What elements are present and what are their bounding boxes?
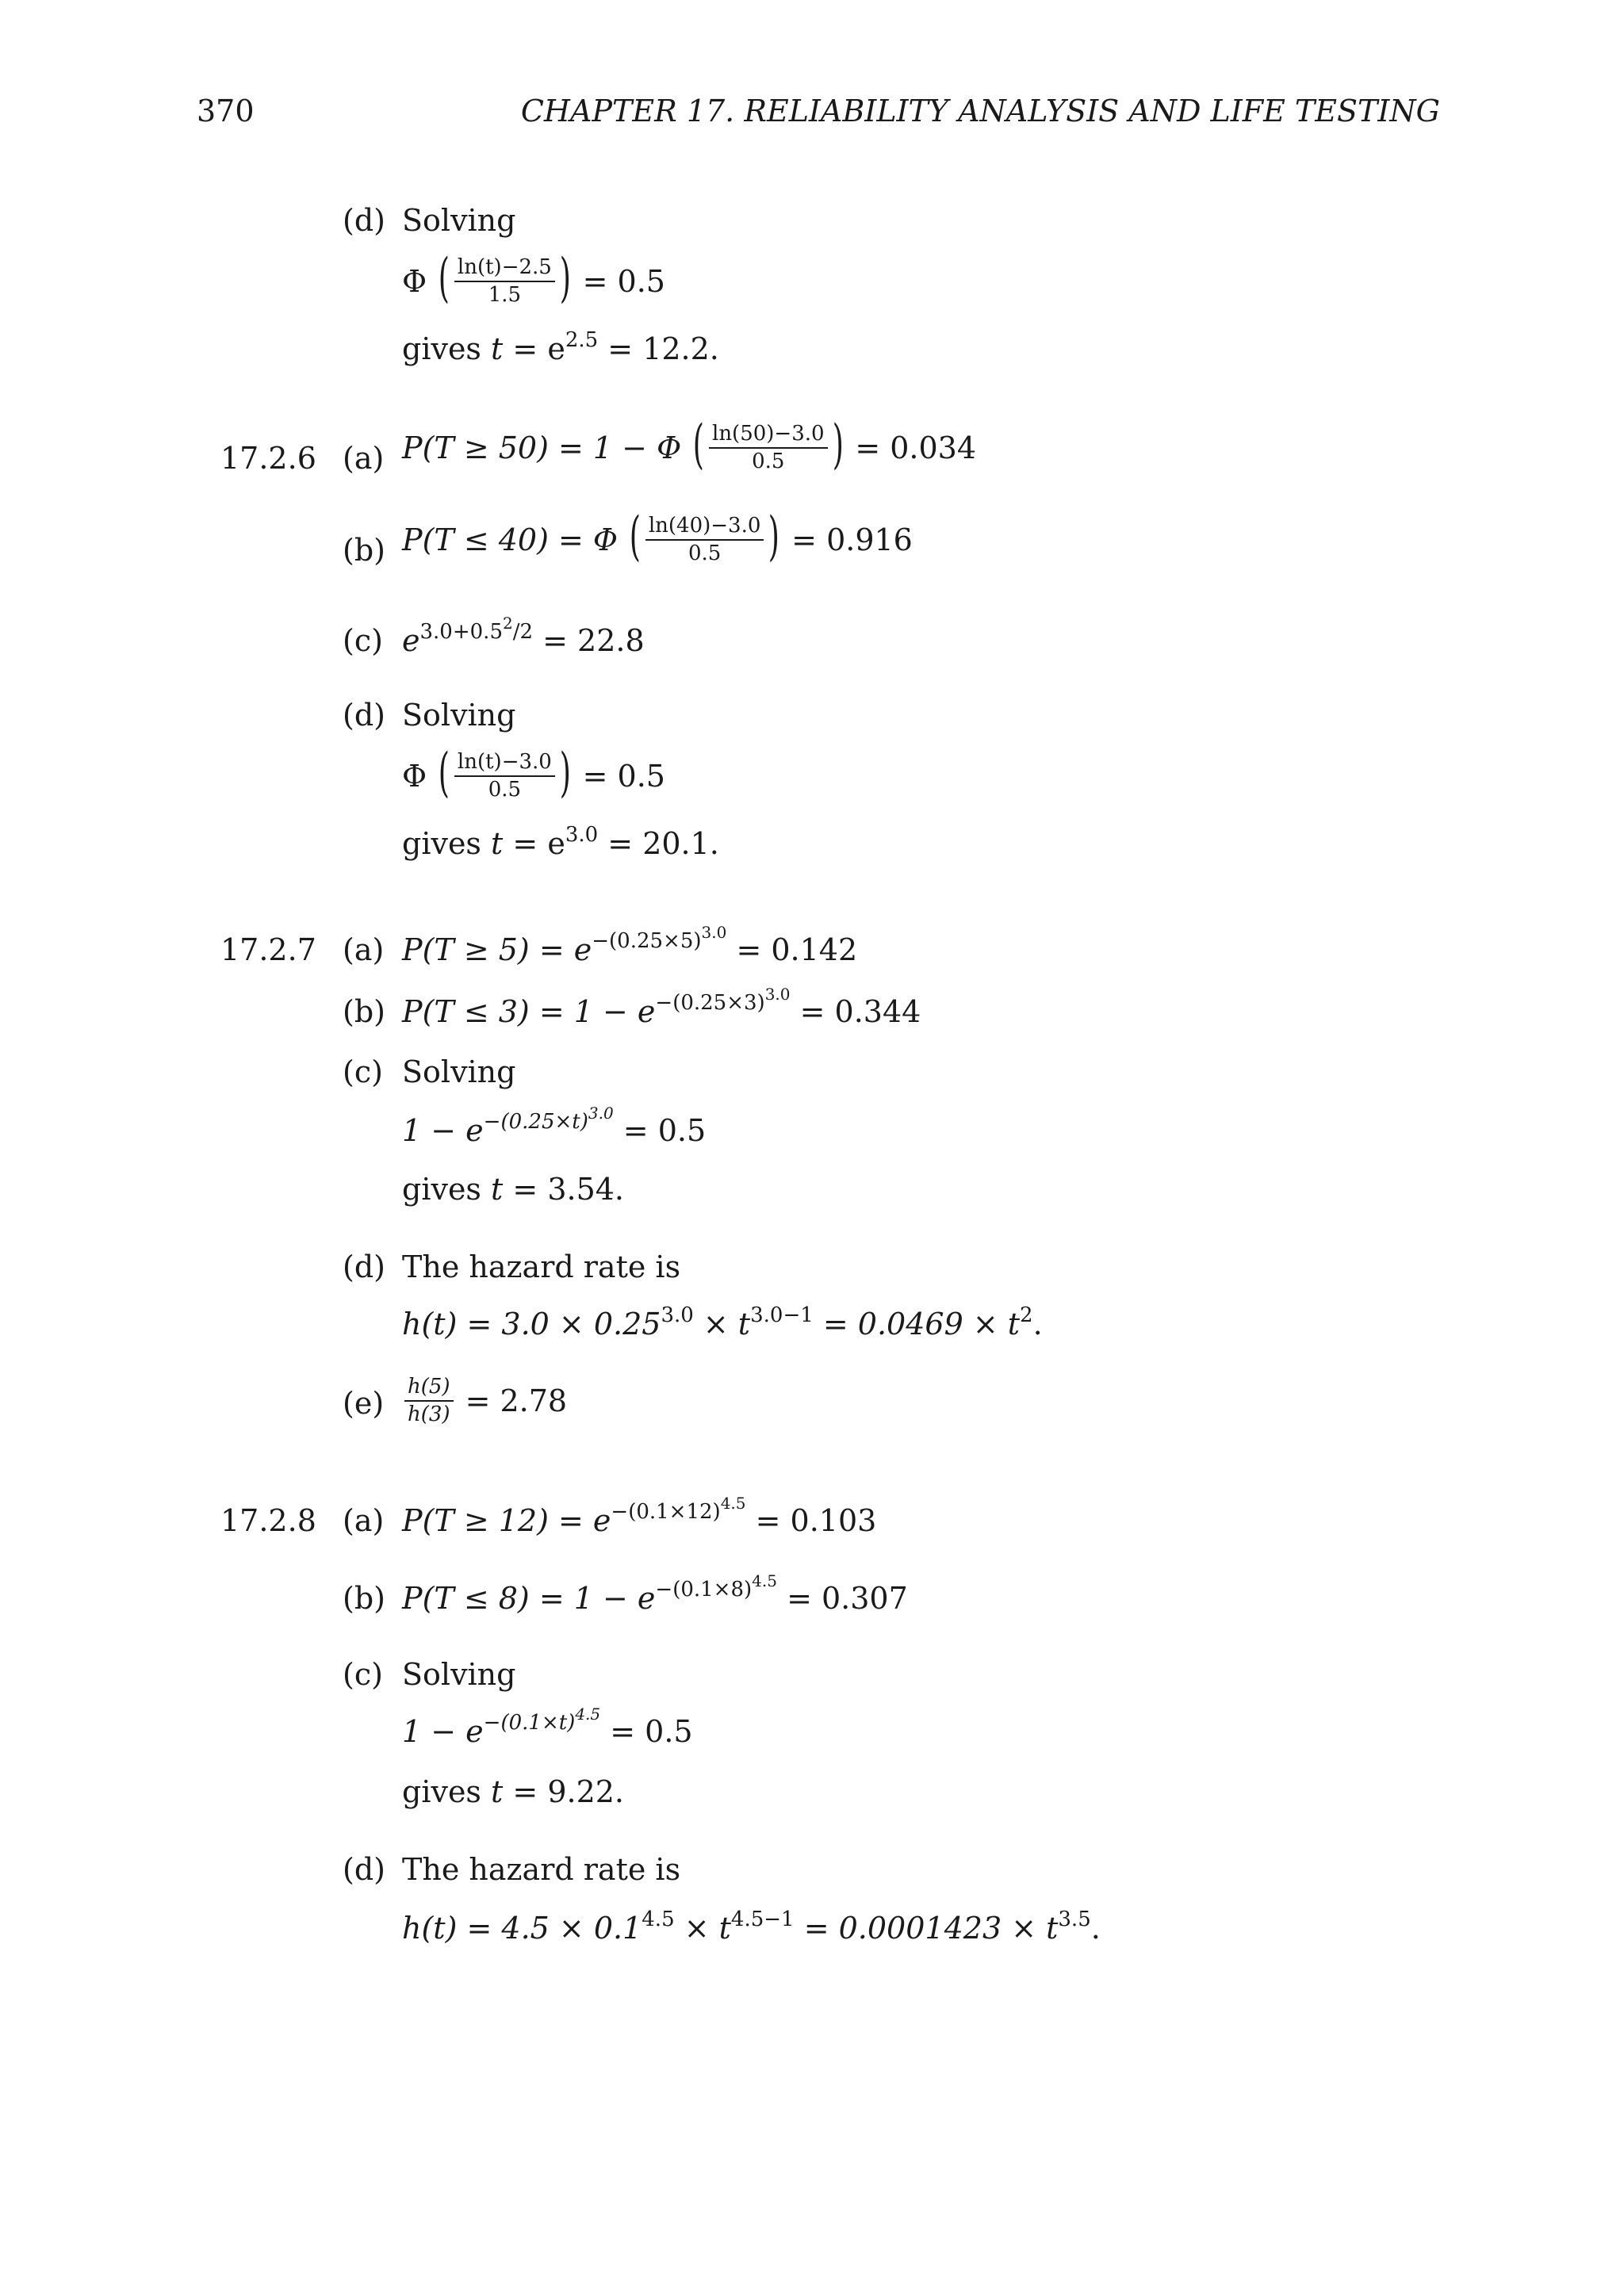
p1726-b-equation: P(T ≤ 40) = Φ ( $\frac{\ln(40)-3.0}{0.5}$ ) = 0.916	[402, 506, 913, 567]
p1726-a-label: (a)	[343, 441, 385, 476]
p1727-c-gives: gives t = 3.54.	[402, 1172, 625, 1207]
p1726-d-solving: Solving	[402, 698, 516, 733]
p1727-b-equation: $P(T \le 3) = 1 - e^{-(0.25\times 3)^{3.0}} = 0.344$	[402, 985, 921, 1029]
running-header: CHAPTER 17. RELIABILITY ANALYSIS AND LIFE TESTING	[520, 94, 1440, 128]
p1727-d-label: (d)	[343, 1249, 385, 1284]
p1728-d-equation: $h(t) = 4.5 \times 0.1^{4.5} \times t^{4.5-1} = 0.0001423 \times t^{3.5}$.	[402, 1908, 1101, 1946]
p1727-b-label: (b)	[343, 994, 385, 1029]
p1726-b-label: (b)	[343, 533, 385, 568]
p1728-d-label: (d)	[343, 1852, 385, 1887]
p1728-b-label: (b)	[343, 1581, 385, 1616]
p1726-d-fraction: $\frac{\ln(t)-3.0}{0.5}$	[454, 752, 555, 802]
p1728-c-solving: Solving	[402, 1657, 516, 1692]
p1726-d-equation: Φ ( $\frac{\ln(t)-3.0}{0.5}$ ) = 0.5	[402, 742, 665, 803]
p1726-b-fraction: $\frac{\ln(40)-3.0}{0.5}$	[645, 515, 764, 565]
prev-d-fraction: $\frac{\ln(t)-2.5}{1.5}$	[454, 257, 555, 307]
prev-d-equation: Φ ( $\frac{\ln(t)-2.5}{1.5}$ ) = 0.5	[402, 247, 665, 308]
p1727-e-label: (e)	[343, 1386, 385, 1421]
p1727-e-fraction: $\frac{h(5)}{h(3)}$	[404, 1376, 454, 1426]
p1726-a-equation: P(T ≥ 50) = 1 − Φ ( $\frac{\ln(50)-3.0}{0.5}$ ) = 0.034	[402, 414, 977, 475]
p1726-d-label: (d)	[343, 698, 385, 733]
p1726-a-fraction: $\frac{\ln(50)-3.0}{0.5}$	[709, 423, 828, 473]
prev-d-label: (d)	[343, 203, 385, 238]
p1728-c-label: (c)	[343, 1657, 383, 1692]
prev-d-gives: gives $t = e^{2.5} = 12.2$.	[402, 328, 719, 366]
page-number: 370	[197, 94, 255, 128]
p1728-a-equation: $P(T \ge 12) = e^{-(0.1\times 12)^{4.5}} = 0.103$	[402, 1494, 877, 1538]
p1727-c-equation: $1 - e^{-(0.25\times t)^{3.0}} = 0.5$	[402, 1104, 707, 1148]
problem-number-17-2-7: 17.2.7	[220, 932, 316, 967]
p1728-a-label: (a)	[343, 1503, 385, 1538]
problem-number-17-2-6: 17.2.6	[220, 441, 316, 476]
p1728-d-text: The hazard rate is	[402, 1852, 681, 1887]
p1726-c-equation: $e^{3.0+0.5^2/2} = 22.8$	[402, 614, 645, 658]
p1728-c-equation: $1 - e^{-(0.1\times t)^{4.5}} = 0.5$	[402, 1705, 693, 1749]
prev-d-solving: Solving	[402, 203, 516, 238]
p1727-e-equation: $\frac{h(5)}{h(3)}$ = 2.78	[402, 1376, 567, 1426]
p1728-c-gives: gives t = 9.22.	[402, 1774, 625, 1809]
p1727-c-label: (c)	[343, 1054, 383, 1089]
problem-number-17-2-8: 17.2.8	[220, 1503, 316, 1538]
p1726-d-gives: gives $t = e^{3.0} = 20.1$.	[402, 823, 719, 861]
p1727-a-label: (a)	[343, 932, 385, 967]
p1726-c-label: (c)	[343, 623, 383, 658]
p1727-c-solving: Solving	[402, 1054, 516, 1089]
p1727-d-equation: $h(t) = 3.0 \times 0.25^{3.0} \times t^{3.0-1} = 0.0469 \times t^2$.	[402, 1303, 1043, 1341]
p1727-a-equation: $P(T \ge 5) = e^{-(0.25\times 5)^{3.0}} = 0.142$	[402, 923, 858, 967]
p1727-d-text: The hazard rate is	[402, 1249, 681, 1284]
p1728-b-equation: $P(T \le 8) = 1 - e^{-(0.1\times 8)^{4.5}} = 0.307$	[402, 1571, 908, 1616]
